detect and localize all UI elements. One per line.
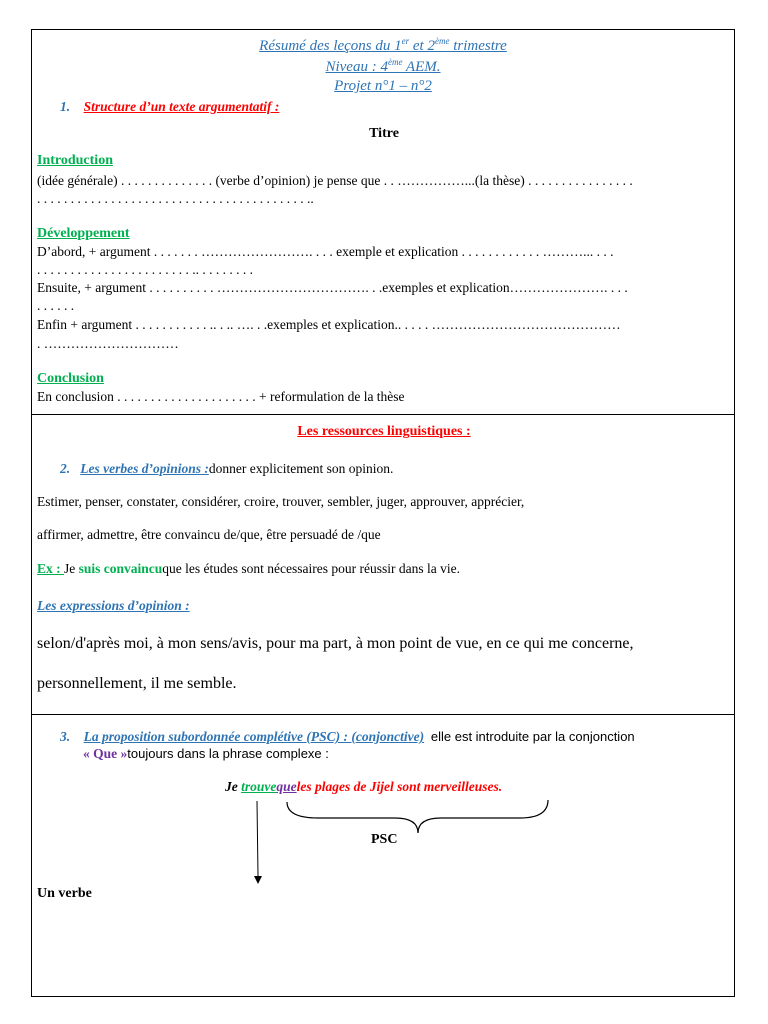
psc-example-sentence: Je trouvequeles plages de Jijel sont merveilleuses. [225,779,503,794]
expressions-line-2: personnellement, il me semble. [37,675,237,692]
developpement-line-5: Enfin + argument . . . . . . . . . . . .. . .. …. . .exemples et explication.. . . . . …………………………………… [37,317,621,332]
verb-arrow-head [254,876,262,884]
verbes-list-line-1: Estimer, penser, constater, considérer, croire, trouver, sembler, juger, approuver, apprécier, [37,494,525,509]
titre-label: Titre [369,126,399,141]
expressions-label: Les expressions d’opinion : [37,598,190,613]
section1-heading: 1. Structure d’un texte argumentatif : [60,99,280,114]
niveau-line: Niveau : 4ème AEM. [325,57,441,75]
developpement-label: Développement [37,226,130,241]
developpement-line-1: D’abord, + argument . . . . . . . ……………………. . . . exemple et explication . . . . . . . . . . . . ………... . . . [37,244,614,259]
un-verbe-label: Un verbe [37,886,92,901]
psc-brace [287,800,548,833]
introduction-label: Introduction [37,153,113,168]
developpement-line-4: . . . . . . [37,298,75,313]
document-title: Résumé des leçons du 1er et 2ème trimestre [259,36,507,54]
conclusion-line: En conclusion . . . . . . . . . . . . . . . . . . . . . + reformulation de la thèse [37,389,405,404]
projet-line: Projet n°1 – n°2 [334,78,432,94]
verb-arrow-line [257,801,258,876]
introduction-line-1: (idée générale) . . . . . . . . . . . . . . (verbe d’opinion) je pense que . . ……………...(la thèse) . . . . . . . . . . . . . . . . [37,173,633,188]
introduction-line-2: . . . . . . . . . . . . . . . . . . . . . . . . . . . . . . . . . . . . . . . . .. [37,191,314,206]
psc-label: PSC [371,832,398,847]
developpement-line-3: Ensuite, + argument . . . . . . . . . . ……………………………. . .exemples et explication…………………. . . . [37,280,628,295]
developpement-line-2: . . . . . . . . . . . . . . . . . . . . . . . .. . . . . . . . . [37,262,253,277]
example-sentence: Ex : Je suis convaincuque les études sont nécessaires pour réussir dans la vie. [37,561,460,576]
verbes-list-line-2: affirmer, admettre, être convaincu de/que, être persuadé de /que [37,527,381,542]
developpement-line-6: . ………………………… [37,336,179,351]
expressions-line-1: selon/d'après moi, à mon sens/avis, pour ma part, à mon point de vue, en ce qui me concerne, [37,635,634,652]
psc-heading-line: 3. La proposition subordonnée complétive (PSC) : (conjonctive) elle est introduite par la conjonction [60,729,635,744]
ressources-heading: Les ressources linguistiques : [297,424,471,439]
conclusion-label: Conclusion [37,371,104,386]
verbes-opinion-line: 2. Les verbes d’opinions :donner explicitement son opinion. [60,461,394,476]
psc-que-line: « Que »toujours dans la phrase complexe : [83,746,329,761]
